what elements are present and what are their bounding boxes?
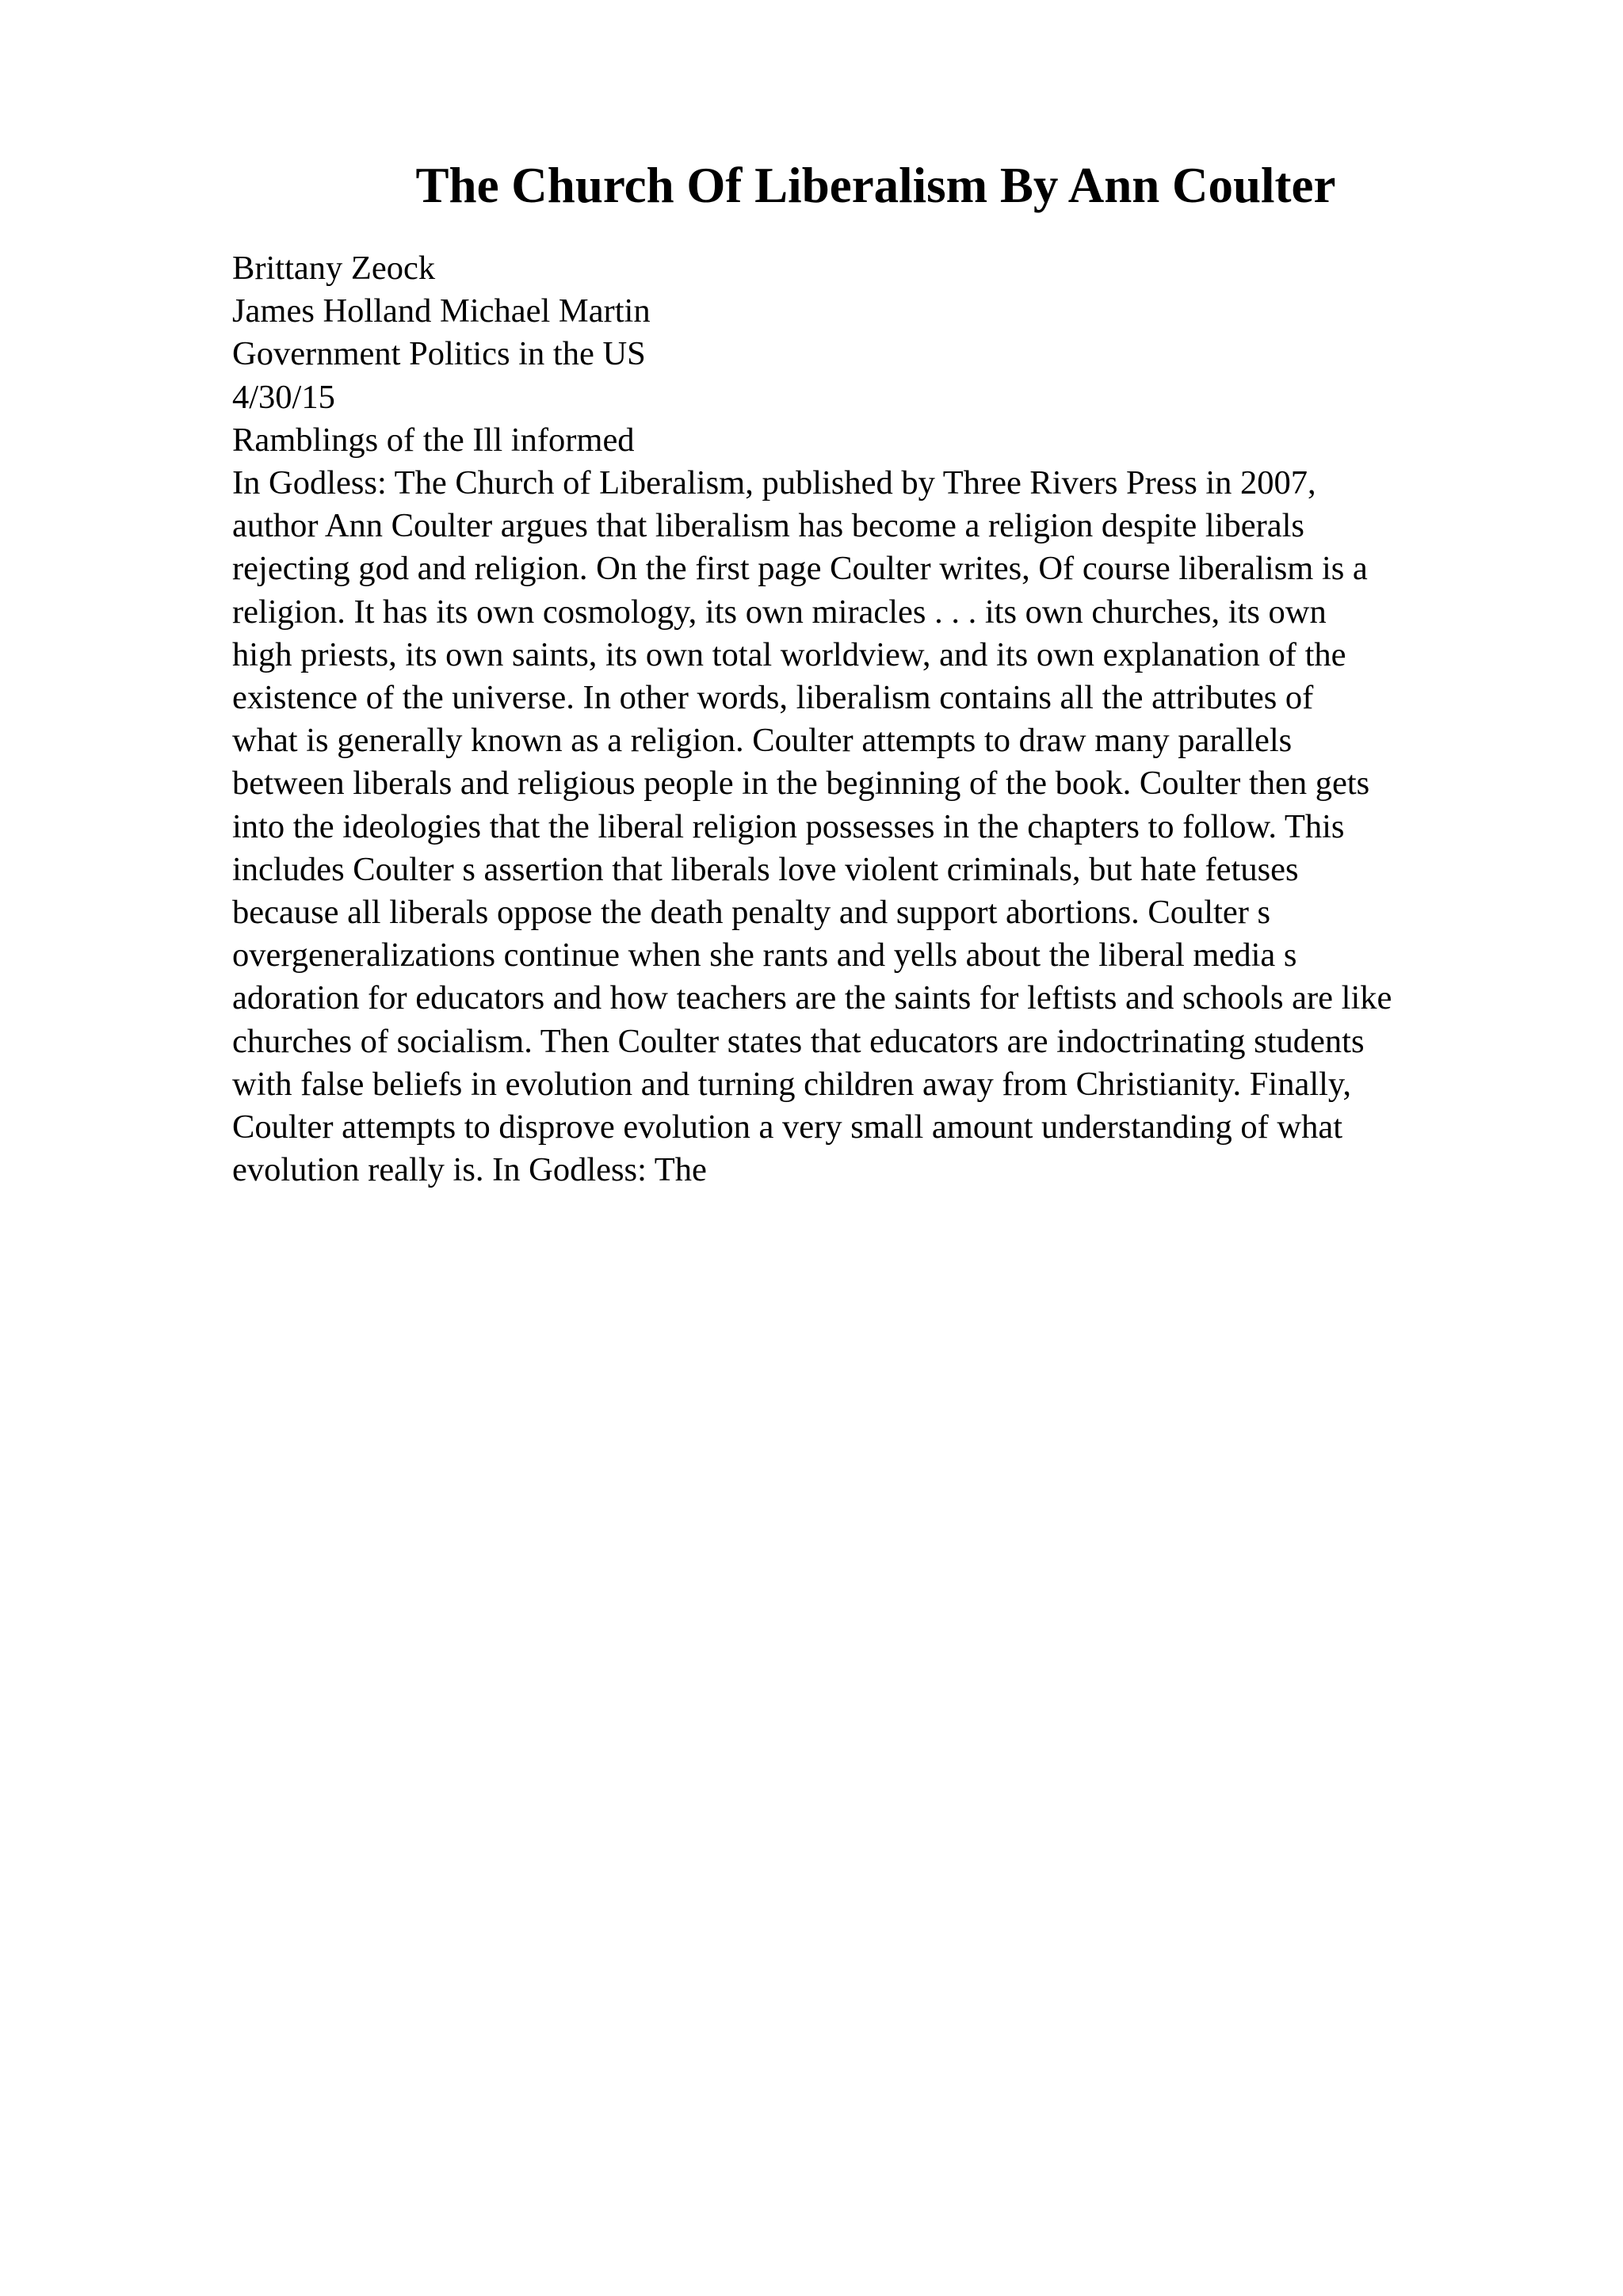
body-line: into the ideologies that the liberal religion possesses in the chapters to follow. This [232,807,1345,845]
body-line: evolution really is. In Godless: The [232,1151,707,1189]
essay-subtitle: Ramblings of the Ill informed [232,421,635,459]
body-line: religion. It has its own cosmology, its own miracles . . . its own churches, its own [232,593,1327,631]
body-line: includes Coulter s assertion that liberals love violent criminals, but hate fetuses [232,850,1299,888]
body-line: what is generally known as a religion. Coulter attempts to draw many parallels [232,722,1293,760]
body-line: between liberals and religious people in the beginning of the book. Coulter then gets [232,765,1370,803]
body-line: In Godless: The Church of Liberalism, published by Three Rivers Press in 2007, [232,464,1316,502]
body-paragraph [232,462,1532,1192]
body-line: because all liberals oppose the death penalty and support abortions. Coulter s [232,894,1271,932]
document-date: 4/30/15 [232,378,335,416]
body-line: rejecting god and religion. On the first page Coulter writes, Of course liberalism is a [232,550,1368,588]
document-content [232,247,1532,1192]
body-line: author Ann Coulter argues that liberalism has become a religion despite liberals [232,507,1304,545]
body-line: existence of the universe. In other words, liberalism contains all the attributes of [232,679,1314,717]
body-line: churches of socialism. Then Coulter states that educators are indoctrinating students [232,1022,1365,1060]
body-line: Coulter attempts to disprove evolution a very small amount understanding of what [232,1108,1343,1146]
course-name: Government Politics in the US [232,335,646,373]
body-line: adoration for educators and how teachers are the saints for leftists and schools are like [232,979,1392,1017]
body-line: with false beliefs in evolution and turning children away from Christianity. Finally, [232,1065,1352,1103]
author-name: Brittany Zeock [232,250,436,287]
body-line: high priests, its own saints, its own total worldview, and its own explanation of the [232,635,1346,673]
header-block [232,247,1532,462]
body-line: overgeneralizations continue when she rants and yells about the liberal media s [232,936,1297,974]
instructor-names: James Holland Michael Martin [232,292,651,330]
document-title: The Church Of Liberalism By Ann Coulter [415,158,1336,213]
